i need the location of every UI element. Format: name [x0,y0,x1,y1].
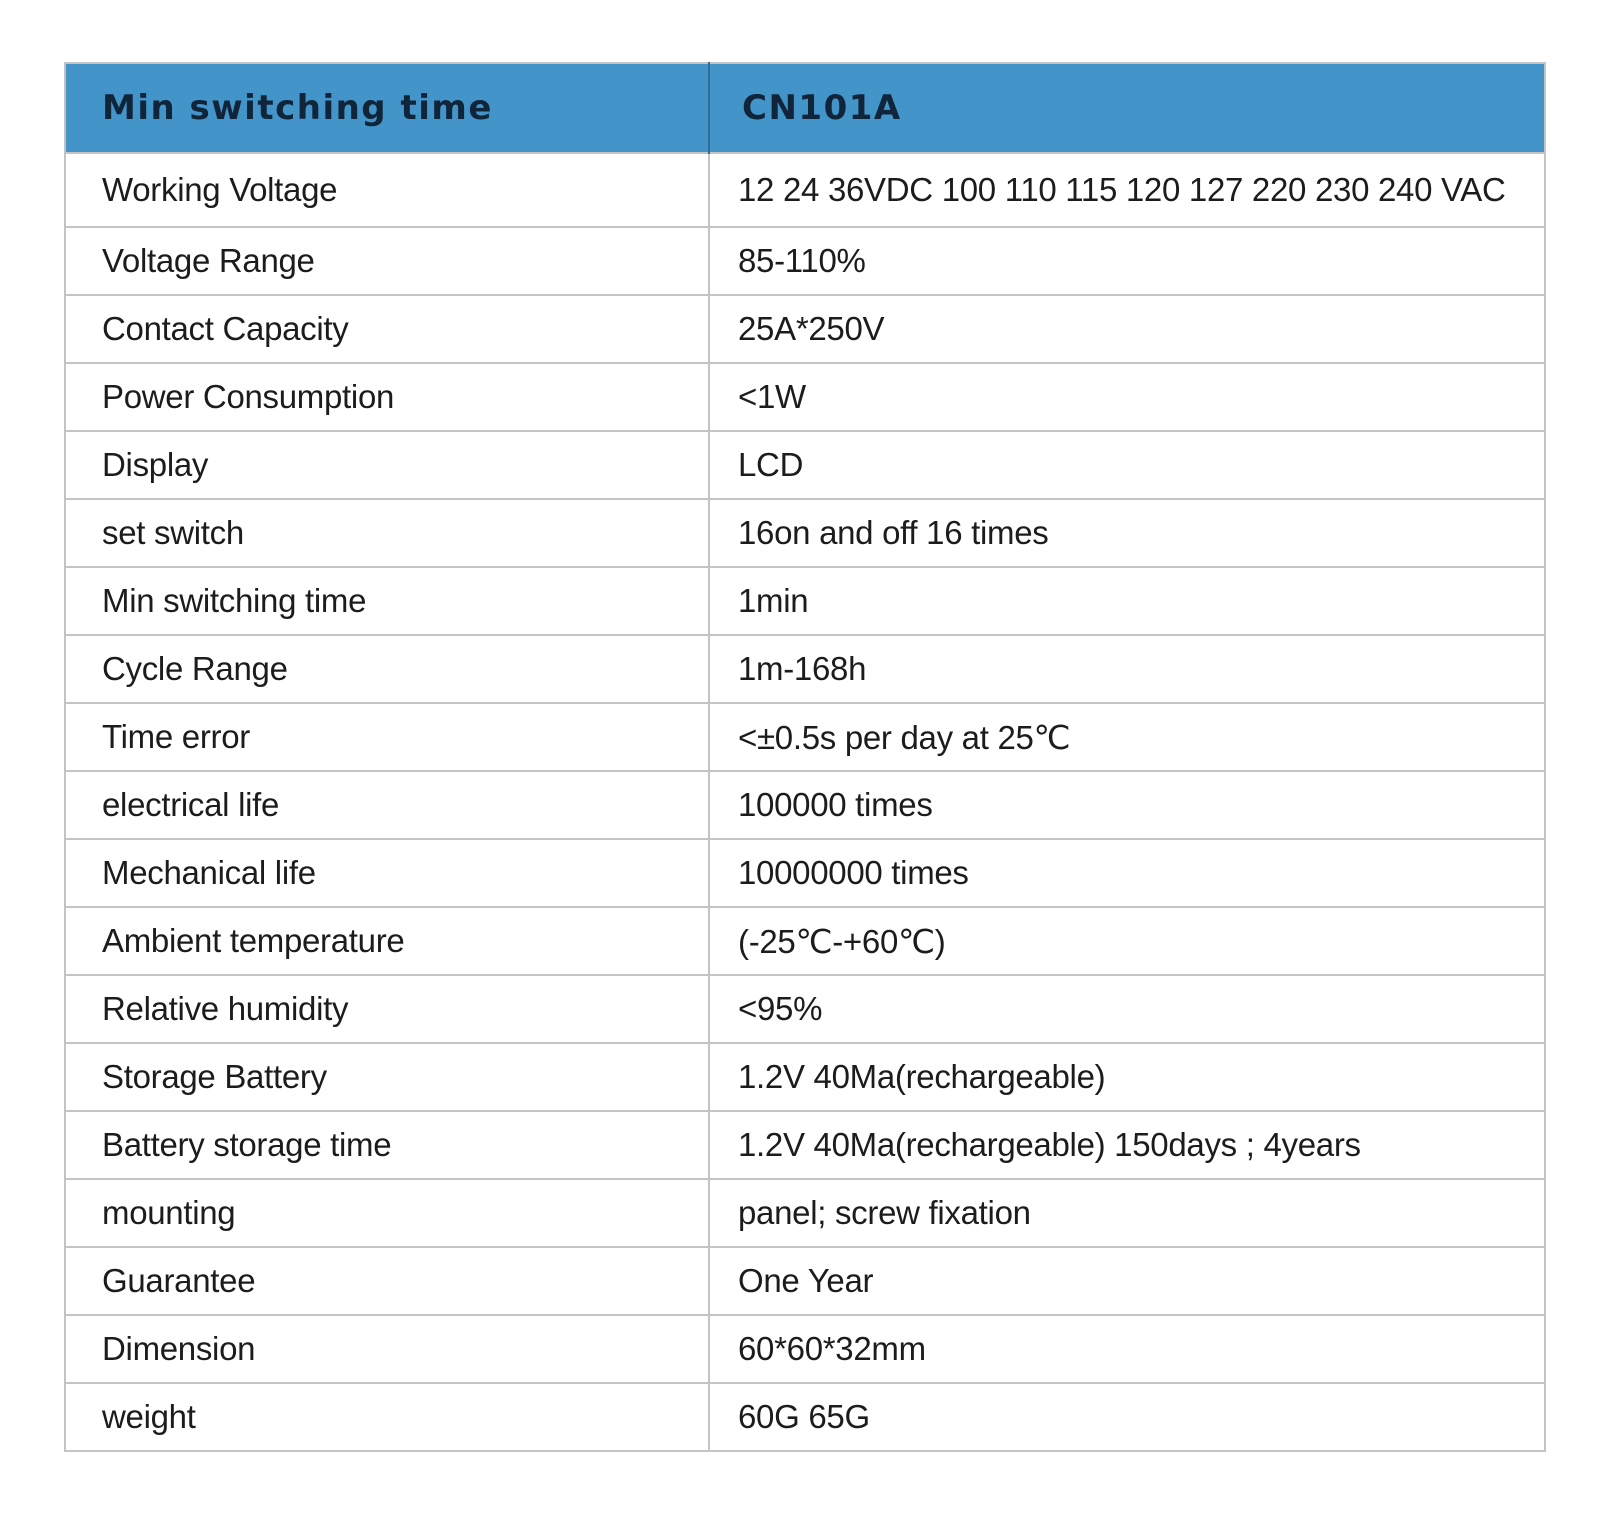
spec-value: <±0.5s per day at 25℃ [709,703,1545,771]
table-row [65,839,1545,907]
table-row [65,907,1545,975]
spec-label: Dimension [65,1315,709,1383]
spec-label: Contact Capacity [65,295,709,363]
spec-label: Display [65,431,709,499]
table-row [65,1111,1545,1179]
spec-value: panel; screw fixation [709,1179,1545,1247]
table-row [65,499,1545,567]
table-header [65,63,1545,153]
table-row [65,1043,1545,1111]
spec-value: 16on and off 16 times [709,499,1545,567]
spec-value: 60G 65G [709,1383,1545,1451]
spec-label: Ambient temperature [65,907,709,975]
spec-label: set switch [65,499,709,567]
table-row [65,1315,1545,1383]
spec-label: Min switching time [65,567,709,635]
spec-value: One Year [709,1247,1545,1315]
header-model: CN101A [709,63,1545,153]
spec-label: Time error [65,703,709,771]
table-row [65,703,1545,771]
spec-label: Power Consumption [65,363,709,431]
spec-label: electrical life [65,771,709,839]
spec-label: Guarantee [65,1247,709,1315]
spec-value: 1m-168h [709,635,1545,703]
spec-label: mounting [65,1179,709,1247]
spec-value: 10000000 times [709,839,1545,907]
spec-label: Relative humidity [65,975,709,1043]
table-row [65,975,1545,1043]
table-row [65,771,1545,839]
table-row [65,153,1545,227]
table-row [65,1179,1545,1247]
spec-value: (-25℃-+60℃) [709,907,1545,975]
spec-table [64,62,1546,1452]
header-parameter: Min switching time [65,63,709,153]
spec-label: Battery storage time [65,1111,709,1179]
table-row [65,1383,1545,1451]
table-row [65,567,1545,635]
spec-label: Voltage Range [65,227,709,295]
spec-value: 12 24 36VDC 100 110 115 120 127 220 230 240 VAC [709,153,1545,227]
table-row [65,635,1545,703]
header-row [65,63,1545,153]
spec-value: 1.2V 40Ma(rechargeable) [709,1043,1545,1111]
spec-label: Storage Battery [65,1043,709,1111]
table-row [65,295,1545,363]
spec-value: 100000 times [709,771,1545,839]
table-body [65,153,1545,1451]
spec-label: Mechanical life [65,839,709,907]
spec-value: <95% [709,975,1545,1043]
spec-value: 85-110% [709,227,1545,295]
spec-label: weight [65,1383,709,1451]
table-row [65,363,1545,431]
spec-value: LCD [709,431,1545,499]
spec-value: 1min [709,567,1545,635]
spec-label: Working Voltage [65,153,709,227]
spec-value: 25A*250V [709,295,1545,363]
spec-value: <1W [709,363,1545,431]
table-row [65,227,1545,295]
spec-value: 60*60*32mm [709,1315,1545,1383]
spec-label: Cycle Range [65,635,709,703]
table-row [65,1247,1545,1315]
table-row [65,431,1545,499]
spec-value: 1.2V 40Ma(rechargeable) 150days ; 4years [709,1111,1545,1179]
